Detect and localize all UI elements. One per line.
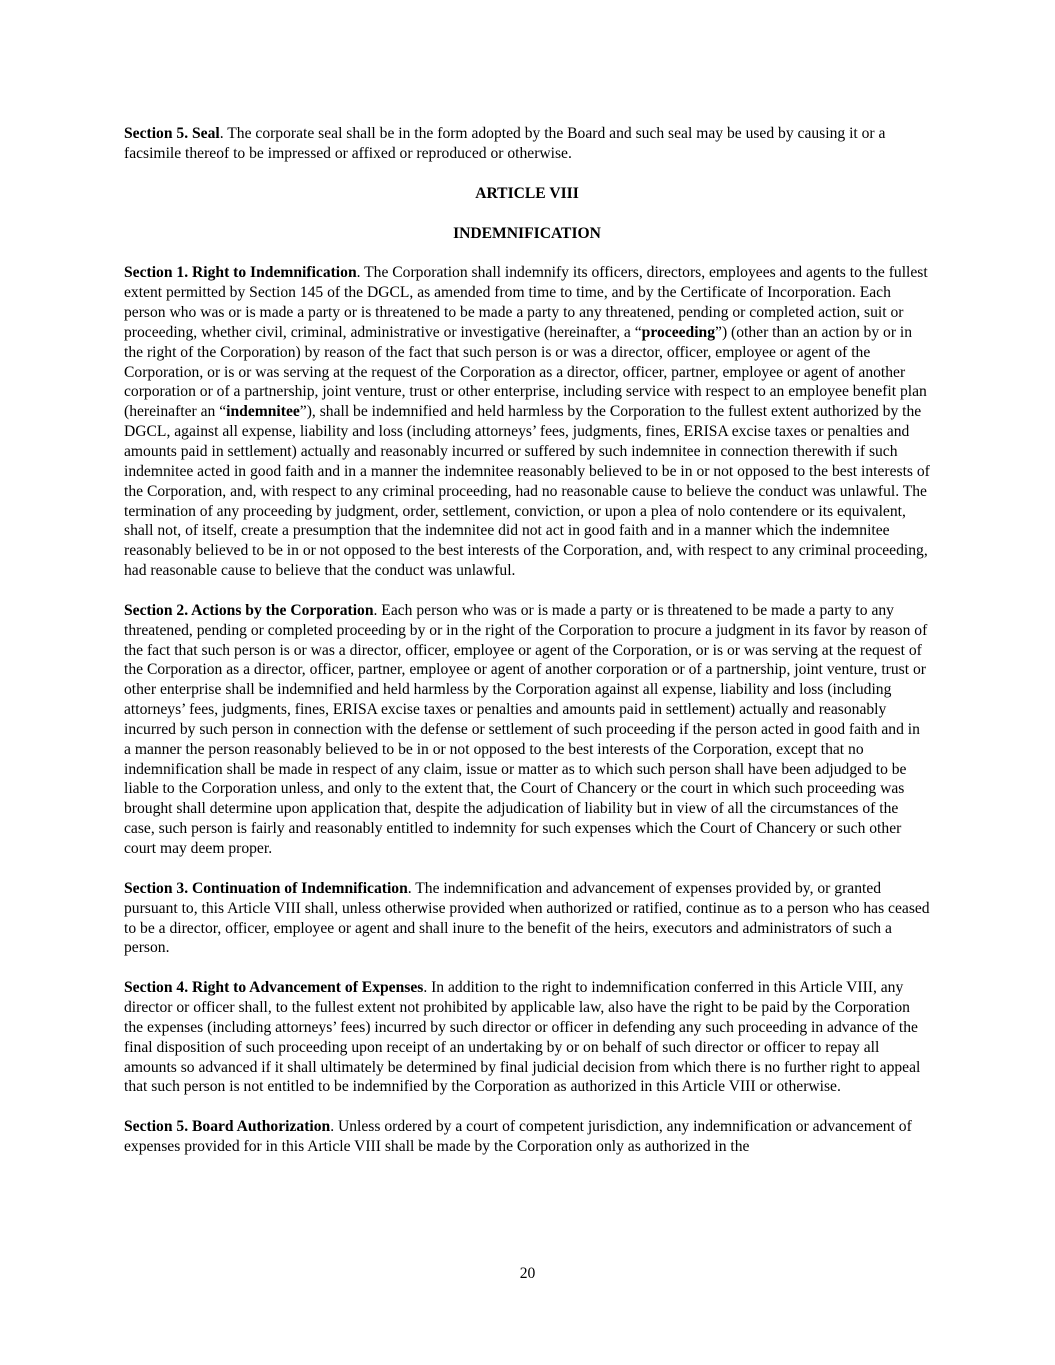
section4-title: Section 4. Right to Advancement of Expenses [124, 979, 424, 997]
seal-section-body: . The corporate seal shall be in the form adopted by the Board and such seal may be used by causing it or a facsimile thereof to be impressed or affixed or reproduced or otherwise. [124, 125, 886, 162]
document-page [124, 124, 930, 1177]
section3-body: . The indemnification and advancement of expenses provided by, or granted pursuant to, this Article VIII shall, unless otherwise provided when authorized or ratified, continue as to a person who has ceased to be a director, officer, employee or agent and shall inure to the benefit of the heirs, executors and administrators of such a person. [124, 879, 930, 957]
section5-paragraph [124, 1117, 930, 1157]
article-name-heading: INDEMNIFICATION [453, 224, 601, 242]
section2-paragraph [124, 601, 930, 859]
defined-term-proceeding: proceeding [641, 323, 716, 341]
section1-body-part2: ”) (other than an action by or in the right of the Corporation) by reason of the fact that such person is or was a director, officer, employee or agent of the Corporation, or is or was serving at the request of the Corporation as a director, officer, partner, employee or agent of another corporation or of a partnership, joint venture, trust or other enterprise, including service with respect to an employee benefit plan (hereinafter an “ [124, 323, 927, 421]
section3-title: Section 3. Continuation of Indemnification [124, 879, 408, 897]
seal-section-paragraph [124, 124, 930, 164]
section4-paragraph [124, 978, 930, 1097]
seal-section-title: Section 5. Seal [124, 125, 220, 142]
article-number-heading: ARTICLE VIII [475, 184, 579, 202]
section1-title: Section 1. Right to Indemnification [124, 264, 357, 282]
defined-term-indemnitee: indemnitee [226, 403, 300, 421]
section2-body: . Each person who was or is made a party or is threatened to be made a party to any threatened, pending or completed proceeding by or in the right of the Corporation to procure a judgment in its favor by reason of the fact that such person is or was a director, officer, employee or agent of the Corporation, or is or was serving at the request of the Corporation as a director, officer, partner, employee or agent of another corporation or of a partnership, joint venture, trust or other enterprise shall be indemnified and held harmless by the Corporation against all expense, liability and loss (including attorneys’ fees, judgments, fines, ERISA excise taxes or penalties and amounts paid in settlement) actually and reasonably incurred by such person in connection with the defense or settlement of such proceeding if the person acted in good faith and in a manner the person reasonably believed to be in or not opposed to the best interests of the Corporation, except that no indemnification shall be made in respect of any claim, issue or matter as to which such person shall have been adjudged to be liable to the Corporation unless, and only to the extent that, the Court of Chancery or the court in which such proceeding was brought shall determine upon application that, despite the adjudication of liability but in view of all the circumstances of the case, such person is fairly and reasonably entitled to indemnity for such expenses which the Court of Chancery or such other court may deem proper. [124, 601, 928, 857]
section5-title: Section 5. Board Authorization [124, 1118, 331, 1136]
section3-paragraph [124, 879, 930, 958]
section1-body-part1: . The Corporation shall indemnify its officers, directors, employees and agents to the fullest extent permitted by Section 145 of the DGCL, as amended from time to time, and by the Certificate of Incorporation. Each person who was or is made a party or is threatened to be made a party to any threatened, pending or completed action, suit or proceeding, whether civil, criminal, administrative or investigative (hereinafter, a “ [124, 264, 928, 341]
section5-body: . Unless ordered by a court of competent jurisdiction, any indemnification or advancement of expenses provided for in this Article VIII shall be made by the Corporation only as authorized in the [124, 1118, 912, 1156]
section1-paragraph [124, 263, 930, 581]
page-number: 20 [519, 1265, 536, 1282]
section2-title: Section 2. Actions by the Corporation [124, 601, 374, 619]
section4-body: . In addition to the right to indemnification conferred in this Article VIII, any director or officer shall, to the fullest extent not prohibited by applicable law, also have the right to be paid by the Corporation the expenses (including attorneys’ fees) incurred by such director or officer in defending any such proceeding in advance of the final disposition of such proceeding upon receipt of an undertaking by or on behalf of such director or officer to repay all amounts so advanced if it shall ultimately be determined by final judicial decision from which there is no further right to appeal that such person is not entitled to be indemnified by the Corporation as authorized in this Article VIII or otherwise. [124, 979, 921, 1096]
section1-body-part3: ”), shall be indemnified and held harmless by the Corporation to the fullest extent authorized by the DGCL, against all expense, liability and loss (including attorneys’ fees, judgments, fines, ERISA excise taxes or penalties and amounts paid in settlement) actually and reasonably incurred or suffered by such indemnitee in connection therewith if such indemnitee acted in good faith and in a manner the indemnitee reasonably believed to be in or not opposed to the best interests of the Corporation, and, with respect to any criminal proceeding, had no reasonable cause to believe the conduct was unlawful. The termination of any proceeding by judgment, order, settlement, conviction, or upon a plea of nolo contendere or its equivalent, shall not, of itself, create a presumption that the indemnitee did not act in good faith and in a manner which the indemnitee reasonably believed to be in or not opposed to the best interests of the Corporation, and, with respect to any criminal proceeding, had reasonable cause to believe that the conduct was unlawful. [124, 403, 930, 580]
